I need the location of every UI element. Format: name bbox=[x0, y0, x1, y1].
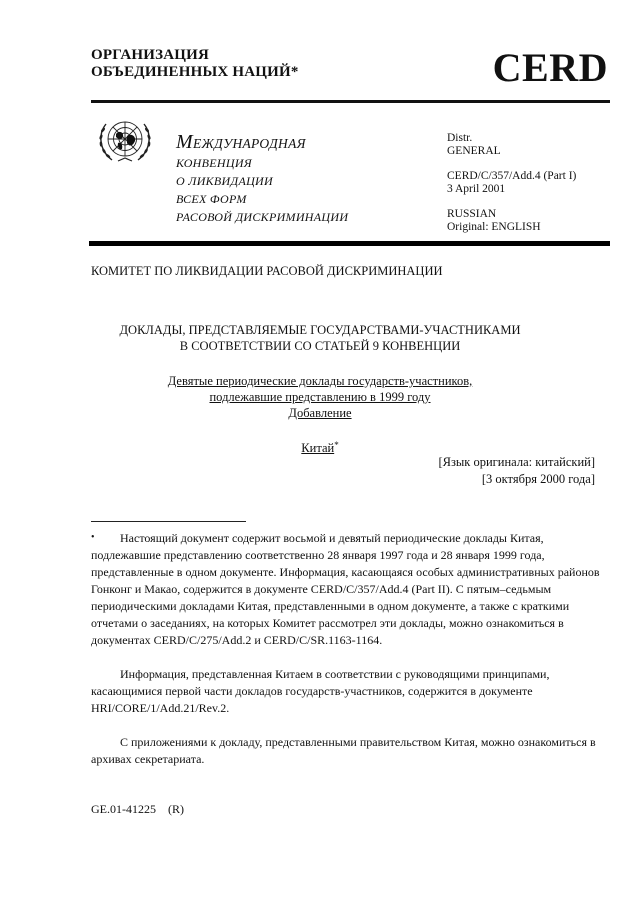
header-bottom-rule bbox=[89, 241, 610, 246]
convention-title-line-5: РАСОВОЙ ДИСКРИМИНАЦИИ bbox=[176, 210, 349, 224]
convention-title-line-1 bbox=[176, 132, 348, 154]
convention-title-line-3: О ЛИКВИДАЦИИ bbox=[176, 174, 273, 188]
language-info bbox=[438, 454, 595, 488]
footnote-separator bbox=[91, 521, 246, 522]
periodic-heading-line-1: Девятые периодические доклады государств-участников, bbox=[167, 374, 473, 388]
document-symbol: CERD/C/357/Add.4 (Part I) bbox=[447, 170, 577, 182]
convention-first-word-rest: ЕЖДУНАРОДНАЯ bbox=[192, 136, 306, 151]
periodic-reports-heading bbox=[0, 373, 640, 421]
organization-name bbox=[91, 47, 299, 81]
distr-value: GENERAL bbox=[447, 145, 501, 157]
convention-title-line-2: КОНВЕНЦИЯ bbox=[176, 156, 252, 170]
original-language-note: [Язык оригинала: китайский] bbox=[438, 455, 595, 469]
footnote-paragraph-2: Информация, представленная Китаем в соответствии с руководящими принципами, касающимися первой части докладов государств-участников, содержится в документе HRI/CORE/1/Add.21/Rev.2. bbox=[91, 667, 550, 715]
submission-date-note: [3 октября 2000 года] bbox=[481, 472, 595, 486]
document-language: RUSSIAN bbox=[447, 208, 497, 220]
convention-title bbox=[176, 132, 348, 226]
organization-name-line-1: ОРГАНИЗАЦИЯ bbox=[91, 47, 210, 63]
reports-heading-line-1: ДОКЛАДЫ, ПРЕДСТАВЛЯЕМЫЕ ГОСУДАРСТВАМИ-УЧАСТНИКАМИ bbox=[119, 323, 521, 337]
organization-name-line-2: ОБЪЕДИНЕННЫХ НАЦИЙ* bbox=[91, 64, 299, 80]
distribution-block bbox=[447, 132, 576, 234]
document-date: 3 April 2001 bbox=[447, 183, 506, 195]
committee-name: КОМИТЕТ ПО ЛИКВИДАЦИИ РАСОВОЙ ДИСКРИМИНАЦИИ bbox=[91, 264, 443, 278]
document-symbol-title: CERD bbox=[492, 45, 608, 90]
footnote-text-1: Настоящий документ содержит восьмой и девятый периодические доклады Китая, подлежавшие представлению соответственно 28 января 1997 года и 28 января 1999 года, представленные в одном документе. Информация, касающаяся особых административных районов Гонконг и Макао, содержится в документе CERD/C/357/Add.4 (Part II). С пятым–седьмым периодическими докладами Китая, представленными в одном документе, а также с краткими отчетами о заседаниях, на которых Комитет рассмотрел эти доклады, можно ознакомиться в документах CERD/C/275/Add.2 и CERD/C/SR.1163-1164. bbox=[91, 531, 600, 647]
footnote-paragraph-3: С приложениями к докладу, представленными правительством Китая, можно ознакомиться в архивах секретариата. bbox=[91, 735, 596, 766]
footnotes bbox=[91, 529, 611, 785]
addendum-label: Добавление bbox=[288, 406, 352, 420]
country-footnote-mark: * bbox=[334, 440, 339, 450]
convention-title-line-4: ВСЕХ ФОРМ bbox=[176, 192, 247, 206]
distr-label: Distr. bbox=[447, 132, 473, 144]
reports-heading bbox=[0, 322, 640, 354]
un-emblem-icon bbox=[96, 112, 154, 166]
job-number: GE.01-41225 (R) bbox=[91, 802, 184, 816]
convention-initial: М bbox=[176, 131, 193, 153]
header-top-rule bbox=[91, 100, 610, 103]
original-language: Original: ENGLISH bbox=[447, 221, 541, 233]
footnote-bullet-icon: • bbox=[91, 532, 95, 543]
country-name: Китай bbox=[301, 441, 335, 455]
footnote-paragraph-1 bbox=[91, 529, 611, 649]
reports-heading-line-2: В СООТВЕТСТВИИ СО СТАТЬЕЙ 9 КОНВЕНЦИИ bbox=[179, 339, 461, 353]
periodic-heading-line-2: подлежавшие представлению в 1999 году bbox=[209, 390, 431, 404]
